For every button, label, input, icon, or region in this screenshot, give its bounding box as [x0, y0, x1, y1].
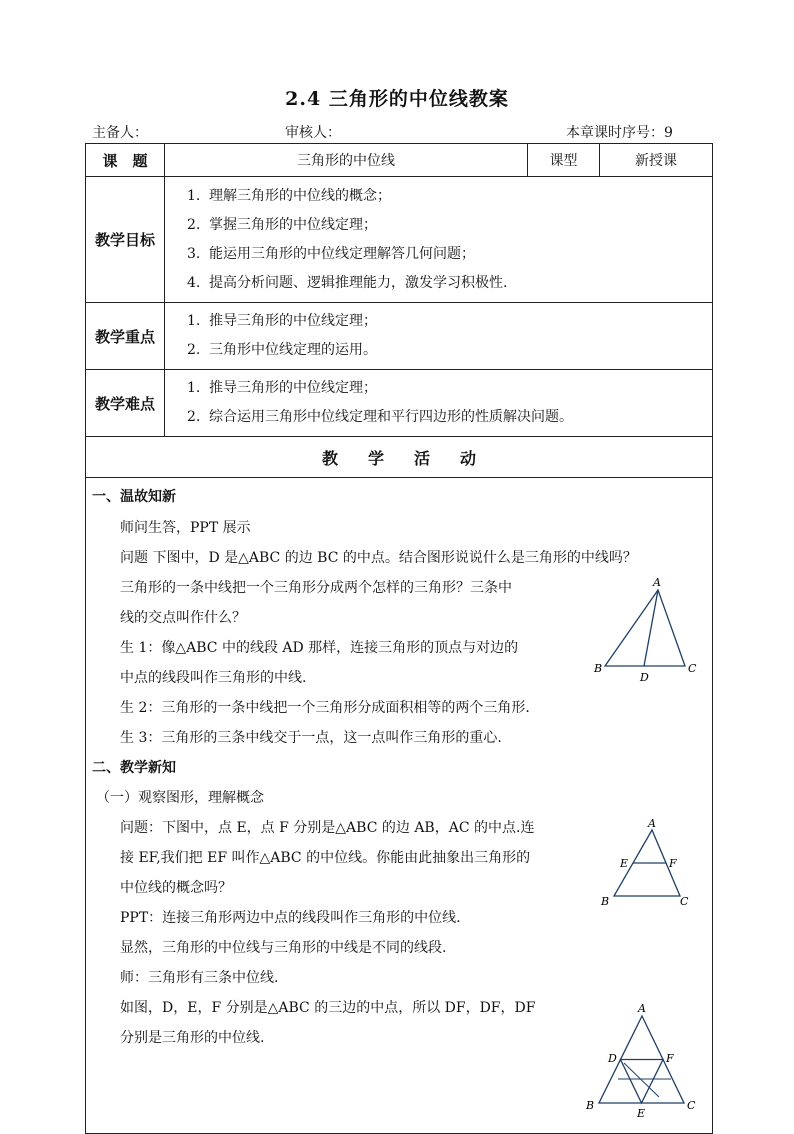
median-triangle-figure — [591, 574, 701, 689]
label-a: A — [648, 817, 656, 830]
section-2-title: 二、教学新知 — [92, 760, 176, 776]
label-e: E — [620, 857, 629, 870]
key-points-label: 教学重点 — [86, 303, 165, 370]
text-line: 显然，三角形的中位线与三角形的中线是不同的线段. — [120, 940, 447, 956]
type-label: 课型 — [528, 144, 600, 177]
difficulty-item: 2. 综合运用三角形中位线定理和平行四边形的性质解决问题。 — [187, 409, 573, 425]
text-line: 生 2：三角形的一条中线把一个三角形分成面积相等的两个三角形. — [120, 700, 530, 716]
difficulty-row — [86, 370, 713, 437]
activity-content — [86, 478, 713, 1134]
section-1-title: 一、温故知新 — [92, 489, 176, 505]
label-f: F — [669, 857, 677, 870]
label-b: B — [601, 895, 610, 908]
label-a: A — [653, 576, 661, 589]
goal-item: 3. 能运用三角形的中位线定理解答几何问题； — [187, 245, 475, 262]
label-c: C — [687, 1099, 696, 1112]
text-line: 如图，D，E，F 分别是△ABC 的三边的中点，所以 DF，DF，DF — [120, 1000, 536, 1016]
text-line: 师问生答，PPT 展示 — [120, 520, 251, 536]
goal-item: 1. 理解三角形的中位线的概念； — [187, 187, 391, 204]
label-e: E — [637, 1107, 646, 1120]
reviewer-label: 审核人： — [285, 125, 341, 141]
topic-value: 三角形的中位线 — [165, 144, 528, 177]
type-value: 新授课 — [600, 144, 713, 177]
text-line: 问题：下图中，点 E，点 F 分别是△ABC 的边 AB，AC 的中点.连 — [120, 820, 535, 836]
difficulty-list — [165, 370, 713, 437]
label-d: D — [608, 1052, 617, 1065]
text-line: 线的交点叫作什么？ — [120, 610, 246, 626]
key-point-item: 1. 推导三角形的中位线定理； — [187, 313, 377, 329]
text-line: 生 1：像△ABC 中的线段 AD 那样，连接三角形的顶点与对边的 — [120, 640, 519, 656]
topic-label: 课 题 — [86, 144, 165, 177]
label-c: C — [680, 895, 689, 908]
label-f: F — [666, 1052, 674, 1065]
activity-header: 教学活动 — [86, 437, 713, 478]
text-line: 分别是三角形的中位线. — [120, 1030, 265, 1046]
text-line: 问题 下图中，D 是△ABC 的边 BC 的中点。结合图形说说什么是三角形的中线吗？ — [120, 550, 637, 566]
label-d: D — [640, 671, 649, 684]
key-points-row — [86, 303, 713, 370]
subsection-title: （一）观察图形，理解概念 — [96, 790, 264, 806]
goals-list — [165, 177, 713, 303]
topic-row — [86, 144, 713, 177]
text-line: 师：三角形有三条中位线. — [120, 970, 279, 986]
lesson-number: 本章课时序号：9 — [566, 125, 673, 141]
goal-item: 2. 掌握三角形的中位线定理； — [187, 216, 377, 233]
key-points-list — [165, 303, 713, 370]
three-midlines-figure — [581, 1001, 696, 1131]
difficulty-label: 教学难点 — [86, 370, 165, 437]
label-c: C — [688, 662, 697, 675]
label-b: B — [586, 1099, 595, 1112]
text-line: 接 EF,我们把 EF 叫作△ABC 的中位线。你能由此抽象出三角形的 — [120, 850, 531, 866]
goals-row — [86, 177, 713, 303]
text-line: 中位线的概念吗？ — [120, 880, 232, 896]
lesson-plan-table — [85, 143, 713, 1134]
text-line: PPT：连接三角形两边中点的线段叫作三角形的中位线. — [120, 910, 461, 926]
text-line: 中点的线段叫作三角形的中线. — [120, 670, 307, 686]
key-point-item: 2. 三角形中位线定理的运用。 — [187, 342, 377, 358]
page-title: 2.4 三角形的中位线教案 — [285, 88, 509, 110]
label-a: A — [638, 1002, 646, 1015]
midline-triangle-figure — [594, 818, 694, 913]
goals-label: 教学目标 — [86, 177, 165, 303]
preparer-label: 主备人： — [92, 125, 148, 141]
difficulty-item: 1. 推导三角形的中位线定理； — [187, 380, 377, 396]
label-b: B — [594, 662, 603, 675]
text-line: 三角形的一条中线把一个三角形分成两个怎样的三角形？三条中 — [120, 580, 512, 596]
goal-item: 4. 提高分析问题、逻辑推理能力，激发学习积极性. — [187, 274, 508, 291]
activity-content-row — [86, 478, 713, 1134]
activity-header-row — [86, 437, 713, 478]
text-line: 生 3：三角形的三条中线交于一点，这一点叫作三角形的重心. — [120, 730, 502, 746]
